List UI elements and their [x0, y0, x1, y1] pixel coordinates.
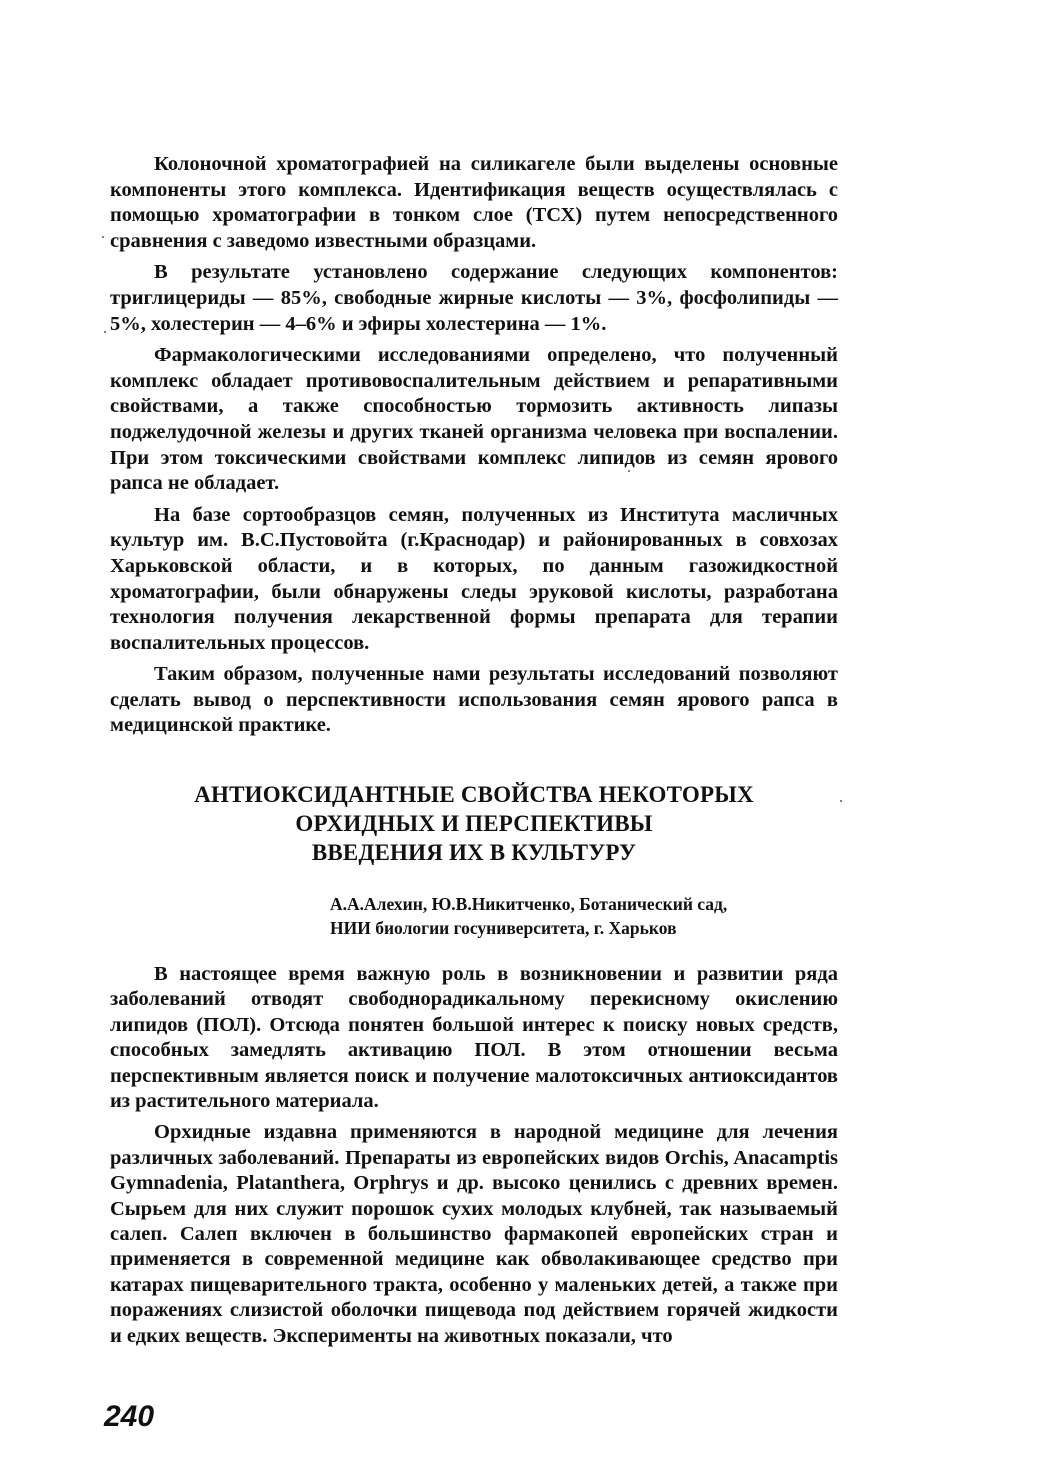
paragraph-conclusion: Таким образом, полученные нами результаты исследований позволяют сделать вывод о перспективности использования семян ярового рапса в медицинской практике. [110, 663, 838, 737]
paragraph-pharmacology: Фармакологическими исследованиями определено, что полученный комплекс обладает противовоспалительным действием и репаративными свойствами, а также способностью тормозить активность липазы поджелудочной железы и других тканей организма человека при воспалении. При этом токсическими свойствами комплекс липидов из семян ярового рапса не обладает. [110, 344, 838, 495]
scan-speck [840, 800, 842, 802]
paragraph-technology: На базе сортообразцов семян, полученных из Института масличных культур им. В.С.Пустовойта (г.Краснодар) и районированных в совхозах Харьковской области, и в которых, по данным газожидкостной хроматографии, были обнаружены следы эруковой кислоты, разработана технология получения лекарственной формы препарата для терапии воспалительных процессов. [110, 503, 838, 654]
scan-speck [104, 331, 106, 333]
paragraph-chromatography: Колоночной хроматографией на силикагеле были выделены основные компоненты этого комплекса. Идентификация веществ осуществлялась с помощью хроматографии в тонком слое (ТСХ) путем непосредственного сравнения с заведомо известными образцами. [110, 153, 838, 252]
affiliation-line: НИИ биологии госуниверситета, г. Харьков [330, 918, 677, 938]
authors-line: А.А.Алехин, Ю.В.Никитченко, Ботанический сад, [330, 894, 728, 914]
paragraph-components: В результате установлено содержание следующих компонентов: триглицериды — 85%, свободные жирные кислоты — 3%, фосфолипиды — 5%, холестерин — 4–6% и эфиры холестерина — 1%. [110, 261, 838, 335]
article-authors [330, 892, 850, 940]
article-title-line: ОРХИДНЫХ И ПЕРСПЕКТИВЫ [295, 811, 653, 836]
paragraph-introduction: В настоящее время важную роль в возникновении и развитии ряда заболеваний отводят свободнорадикальному перекисному окислению липидов (ПОЛ). Отсюда понятен большой интерес к поиску новых средств, способных замедлять активацию ПОЛ. В этом отношении весьма перспективным является поиск и получение малотоксичных антиоксидантов из растительного материала. [110, 963, 838, 1113]
article-title-line: АНТИОКСИДАНТНЫЕ СВОЙСТВА НЕКОТОРЫХ [194, 782, 754, 807]
article-body [110, 962, 838, 1349]
scan-speck [628, 470, 630, 472]
section-previous-article-conclusion [110, 152, 838, 739]
article-title [110, 780, 838, 867]
article-title-line: ВВЕДЕНИЯ ИХ В КУЛЬТУРУ [311, 840, 637, 865]
page-number: 240 [104, 1400, 155, 1433]
paragraph-orchids: Орхидные издавна применяются в народной медицине для лечения различных заболеваний. Препараты из европейских видов Orchis, Anacamptis Gymnadenia, Platanthera, Orphrys и др. высоко ценились с древних времен. Сырьем для них служит порошок сухих молодых клубней, так называемый салеп. Салеп включен в большинство фармакопей европейских стран и применяется в современной медицине как обволакивающее средство при катарах пищеварительного тракта, особенно у маленьких детей, а также при поражениях слизистой оболочки пищевода под действием горячей жидкости и едких веществ. Эксперименты на животных показали, что [110, 1121, 838, 1347]
scan-speck [102, 236, 104, 238]
